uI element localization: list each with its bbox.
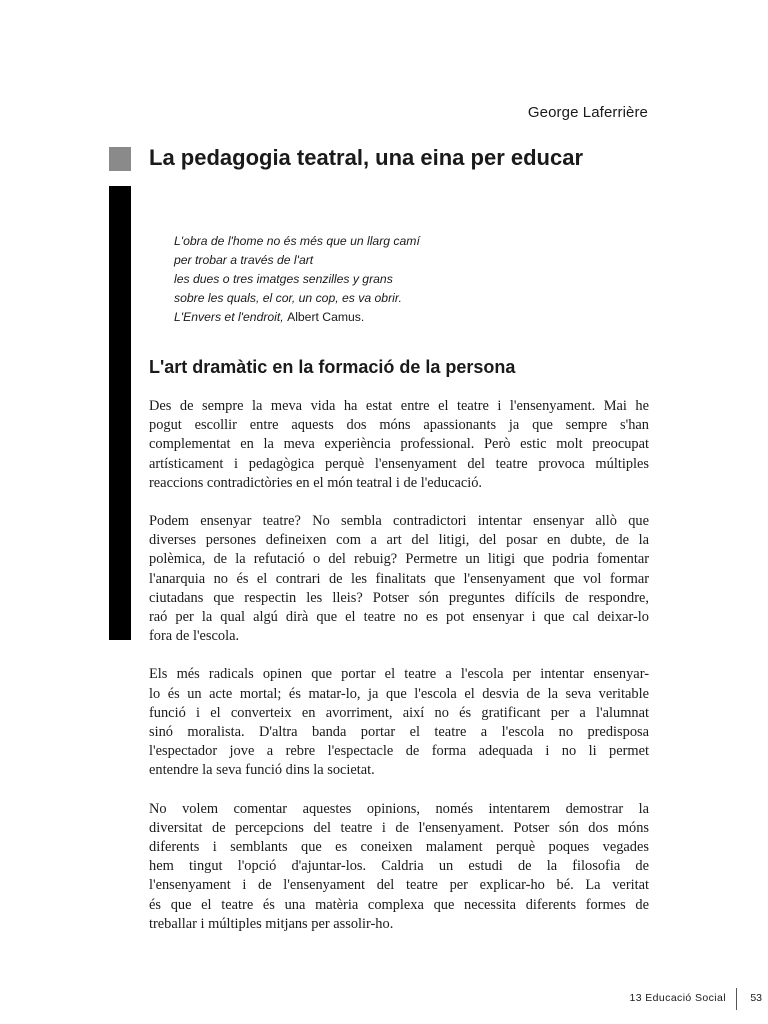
side-bar [109,186,131,640]
paragraph-line: No volem comentar aquestes opinions, només intentarem demostrar la [149,800,649,817]
paragraph-line: diferents i semblants que es coneixen malament perquè poques vegades [149,839,649,856]
epigraph-line: les dues o tres imatges senzilles y grans [174,272,393,286]
epigraph-line: sobre les quals, el cor, un cop, es va obrir. [174,291,402,305]
page-footer [0,988,768,1012]
journal-name: 13 Educació Social [629,992,726,1004]
body-text [149,397,649,953]
epigraph [174,232,420,327]
paragraph-line: pogut escollir entre aquests dos móns apassionants ja que sempre s'han [149,417,649,434]
paragraph-line: treballar i múltiples mitjans per assolir-ho. [149,915,394,932]
epigraph-source-author: Albert Camus. [287,310,365,324]
paragraph-line: raó per la qual algú dirà que el teatre no es pot ensenyar i que cal deixar-lo [149,609,649,626]
paragraph [149,665,649,780]
author-name: George Laferrière [527,104,648,121]
paragraph-line: Els més radicals opinen que portar el teatre a l'escola per intentar ensenyar- [149,666,649,683]
epigraph-line: per trobar a través de l'art [174,253,314,267]
footer-divider [736,988,737,1010]
paragraph-line: l'anarquia no és el contrari de les finalitats que l'ensenyament que vol formar [149,570,649,587]
paragraph [149,512,649,646]
paragraph [149,397,649,493]
paragraph-line: lo és un acte mortal; és matar-lo, ja que l'escola el desvia de la seva veritable [149,685,649,702]
paragraph-line: artísticament i pedagògica perquè l'ensenyament del teatre provoca múltiples [149,455,649,472]
epigraph-source [174,308,420,327]
paragraph-line: Des de sempre la meva vida ha estat entre el teatre i l'ensenyament. Mai he [149,398,649,414]
paragraph-line: sinó moralista. D'altra banda portar el teatre a l'escola no predisposa [149,724,649,741]
paragraph-line: ciutadans que respectin les lleis? Potser són preguntes difícils de respondre, [149,589,649,606]
paragraph-line: Podem ensenyar teatre? No sembla contradictori intentar ensenyar allò que [149,513,649,530]
paragraph-line: entendre la seva funció dins la societat. [149,762,375,779]
section-heading: L'art dramàtic en la formació de la persona [149,357,516,377]
paragraph-line: funció i el converteix en avorriment, així no és gratificant per a l'alumnat [149,704,649,721]
paragraph-line: reaccions contradictòries en el món teatral i de l'educació. [149,474,483,491]
paragraph-line: és que el teatre és una matèria complexa que necessita diferents formes de [149,896,649,913]
paragraph-line: fora de l'escola. [149,628,240,645]
paragraph-line: l'espectador jove a rebre l'espectacle de forma adequada i no li permet [149,743,649,760]
page-number: 53 [750,992,762,1004]
paragraph-line: diversitat de percepcions del teatre i de l'ensenyament. Potser són dos móns [149,819,649,836]
article-title: La pedagogia teatral, una eina per educar [149,145,584,170]
paragraph-line: diverses persones defineixen com a art del litigi, del posar en dubte, de la [149,532,649,549]
epigraph-line: L'obra de l'home no és més que un llarg camí [174,234,420,248]
paragraph [149,800,649,934]
title-marker [109,147,131,171]
paragraph-line: hem tingut l'opció d'ajuntar-los. Caldria un estudi de la filosofia de [149,858,649,875]
paragraph-line: polèmica, de la refutació o del rebuig? Permetre un litigi que podria fomentar [149,551,649,568]
epigraph-source-title: L'Envers et l'endroit, [174,310,284,324]
paragraph-line: complementat en la meva experiència professional. Però estic molt preocupat [149,436,649,453]
paragraph-line: l'ensenyament i de l'ensenyament del teatre per explicar-ho bé. La veritat [149,877,649,894]
